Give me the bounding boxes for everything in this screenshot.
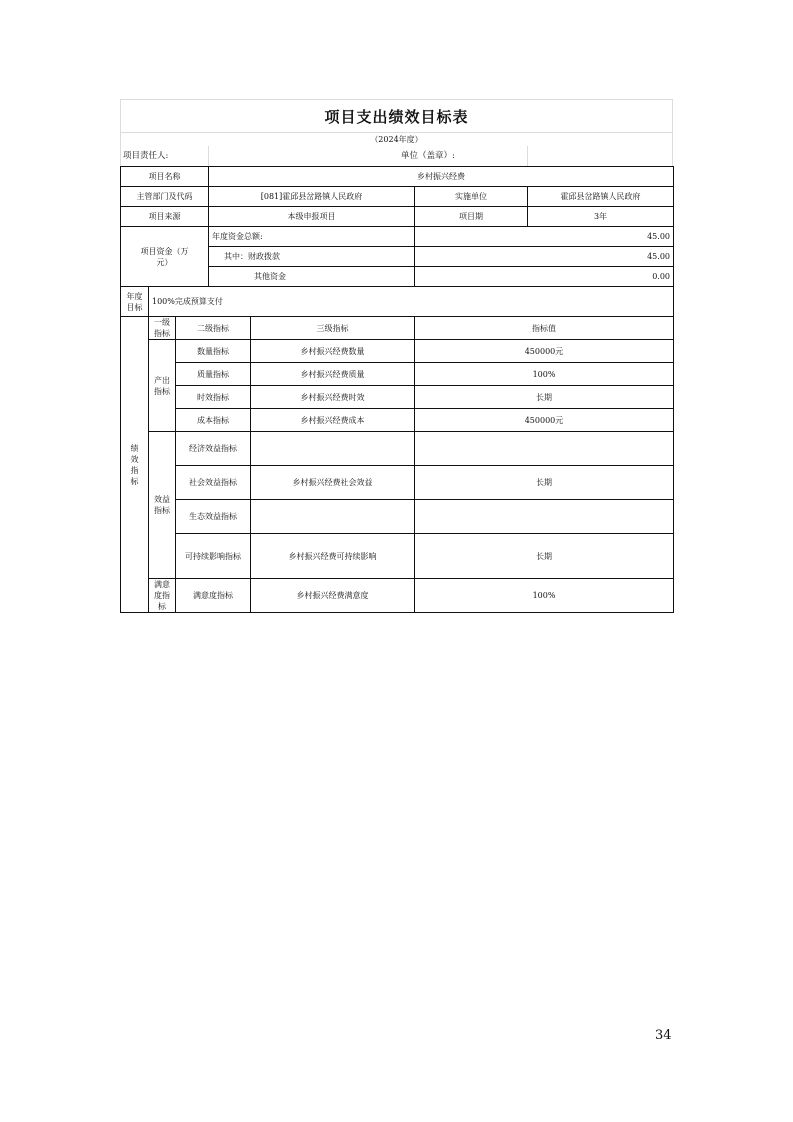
level2-cell: 成本指标 xyxy=(176,409,251,432)
level3-cell: 乡村振兴经费可持续影响 xyxy=(251,534,415,579)
period-label: 项目期 xyxy=(415,207,528,227)
level3-cell: 乡村振兴经费时效 xyxy=(251,386,415,409)
value-cell: 长期 xyxy=(415,386,674,409)
funds-other-label: 其他资金 xyxy=(209,267,415,287)
level2-cell: 时效指标 xyxy=(176,386,251,409)
project-name-value: 乡村振兴经费 xyxy=(209,167,674,187)
table-row xyxy=(121,432,674,466)
level2-cell: 社会效益指标 xyxy=(176,466,251,500)
source-row xyxy=(121,207,674,227)
annual-goal-row xyxy=(121,287,674,317)
output-indicators-label: 产出指标 xyxy=(149,340,176,432)
table-row xyxy=(121,579,674,613)
source-label: 项目来源 xyxy=(121,207,209,227)
table-row xyxy=(121,386,674,409)
table-row xyxy=(121,340,674,363)
funds-label: 项目资金（万元） xyxy=(121,227,209,287)
page-number: 34 xyxy=(655,1028,672,1043)
funds-total-label: 年度资金总额: xyxy=(209,227,415,247)
level2-cell: 生态效益指标 xyxy=(176,500,251,534)
annual-goal-value: 100%完成预算支付 xyxy=(149,287,674,317)
value-cell: 450000元 xyxy=(415,340,674,363)
funds-total-row xyxy=(121,227,674,247)
level2-cell: 可持续影响指标 xyxy=(176,534,251,579)
funds-total-value: 45.00 xyxy=(415,227,674,247)
header-level1: 一级指标 xyxy=(149,317,176,340)
header-level3: 三级指标 xyxy=(251,317,415,340)
responsible-row xyxy=(120,146,673,166)
form-year: （2024年度） xyxy=(120,132,673,146)
level3-cell: 乡村振兴经费满意度 xyxy=(251,579,415,613)
level3-cell: 乡村振兴经费质量 xyxy=(251,363,415,386)
dept-value: [081]霍邱县岔路镇人民政府 xyxy=(209,187,415,207)
table-row xyxy=(121,500,674,534)
level2-cell: 质量指标 xyxy=(176,363,251,386)
value-cell: 100% xyxy=(415,363,674,386)
value-cell: 长期 xyxy=(415,466,674,500)
impl-label: 实施单位 xyxy=(415,187,528,207)
divider xyxy=(208,146,209,166)
header-level2: 二级指标 xyxy=(176,317,251,340)
value-cell: 450000元 xyxy=(415,409,674,432)
dept-label: 主管部门及代码 xyxy=(121,187,209,207)
period-value: 3年 xyxy=(528,207,674,227)
indicator-header-row xyxy=(121,317,674,340)
funds-other-value: 0.00 xyxy=(415,267,674,287)
level3-cell: 乡村振兴经费数量 xyxy=(251,340,415,363)
level2-cell: 满意度指标 xyxy=(176,579,251,613)
source-value: 本级申报项目 xyxy=(209,207,415,227)
header-value: 指标值 xyxy=(415,317,674,340)
funds-fiscal-label: 其中：财政拨款 xyxy=(209,247,415,267)
responsible-label: 项目责任人: xyxy=(123,151,169,161)
department-row xyxy=(121,187,674,207)
table-row xyxy=(121,466,674,500)
impl-value: 霍邱县岔路镇人民政府 xyxy=(528,187,674,207)
benefit-indicators-label: 效益指标 xyxy=(149,432,176,579)
funds-fiscal-value: 45.00 xyxy=(415,247,674,267)
level3-cell xyxy=(251,500,415,534)
form-title: 项目支出绩效目标表 xyxy=(120,99,673,132)
level3-cell xyxy=(251,432,415,466)
table-row xyxy=(121,363,674,386)
level2-cell: 数量指标 xyxy=(176,340,251,363)
divider xyxy=(527,146,528,166)
level2-cell: 经济效益指标 xyxy=(176,432,251,466)
value-cell xyxy=(415,432,674,466)
unit-stamp-label: 单位（盖章）: xyxy=(401,151,455,161)
table-row xyxy=(121,409,674,432)
value-cell xyxy=(415,500,674,534)
value-cell: 长期 xyxy=(415,534,674,579)
form-table xyxy=(120,166,674,613)
annual-goal-label: 年度目标 xyxy=(121,287,149,317)
level3-cell: 乡村振兴经费社会效益 xyxy=(251,466,415,500)
project-name-row xyxy=(121,167,674,187)
value-cell: 100% xyxy=(415,579,674,613)
performance-indicators-label: 绩效指标 xyxy=(121,317,149,613)
level3-cell: 乡村振兴经费成本 xyxy=(251,409,415,432)
satisfaction-indicators-label: 满意度指标 xyxy=(149,579,176,613)
project-name-label: 项目名称 xyxy=(121,167,209,187)
performance-target-form xyxy=(120,99,673,613)
table-row xyxy=(121,534,674,579)
